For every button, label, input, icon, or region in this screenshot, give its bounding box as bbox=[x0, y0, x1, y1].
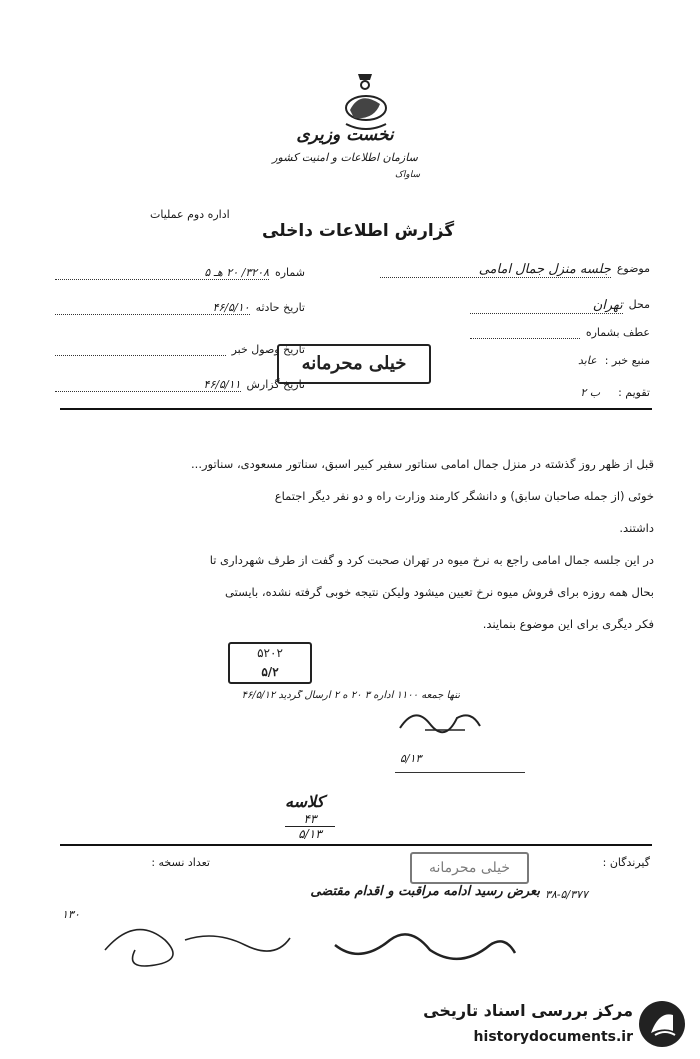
watermark bbox=[405, 995, 695, 1055]
source-value: عابد bbox=[577, 354, 597, 367]
location-value: تهران bbox=[470, 298, 623, 314]
letterhead-line4: ساواک bbox=[394, 170, 420, 180]
receipt-date-row bbox=[55, 343, 305, 356]
fraction bbox=[285, 812, 335, 841]
report-date-label: تاریخ گزارش bbox=[246, 378, 305, 391]
handwritten-routing-note: تنها جمعه ۱۱۰۰ اداره ۳ ۲۰ ه ۲ ارسال گردید ۴۶/۵/۱۲ bbox=[241, 690, 460, 701]
subject-value: جلسه منزل جمال امامی bbox=[380, 262, 611, 278]
body-line-2: خوئی (از جمله صاحبان سابق) و دانشگر کارمند وزارت راه و دو نفر دیگر اجتماع bbox=[274, 489, 654, 503]
classification-box-stamp bbox=[228, 642, 312, 684]
attachment-label: عطف بشماره bbox=[585, 326, 650, 339]
attachment-value bbox=[470, 326, 580, 339]
attachment-row bbox=[470, 326, 650, 339]
receipt-date-label: تاریخ وصول خبر bbox=[231, 343, 305, 356]
signature-date-value: ۵/۱۳ bbox=[400, 752, 422, 765]
location-label: محل bbox=[628, 298, 650, 311]
signature-2-icon bbox=[95, 910, 295, 980]
body-line-4: در این جلسه جمال امامی راجع به نرخ میوه در تهران صحبت کرد و گفت از طرف شهرداری تا bbox=[209, 553, 654, 567]
footer-divider bbox=[60, 844, 652, 846]
number-label: شماره bbox=[274, 266, 305, 279]
watermark-org: مرکز بررسی اسناد تاریخی bbox=[423, 1001, 633, 1020]
header-divider bbox=[60, 408, 652, 410]
signature-3-icon bbox=[330, 915, 520, 975]
classification-note: کلاسه bbox=[285, 792, 325, 811]
page-title: گزارش اطلاعات داخلی bbox=[262, 221, 455, 241]
confidential-stamp-text: خیلی محرمانه bbox=[301, 353, 407, 374]
signature-date bbox=[400, 752, 520, 765]
signature-underline bbox=[395, 772, 525, 773]
report-body bbox=[64, 448, 654, 640]
number-row bbox=[55, 266, 305, 280]
body-line-1: قبل از ظهر روز گذشته در منزل جمال امامی سناتور سفیر کبیر اسبق، سناتور مسعودی، سناتور... bbox=[191, 457, 654, 471]
event-date-label: تاریخ حادثه bbox=[255, 301, 305, 314]
letterhead bbox=[270, 125, 420, 180]
confidential-stamp bbox=[277, 344, 431, 384]
body-line-3: داشتند. bbox=[619, 521, 654, 535]
rating-label: تقویم : bbox=[618, 386, 650, 399]
footer-stamp-text: خیلی محرمانه bbox=[428, 860, 511, 876]
body-line-6: فکر دیگری برای این موضوع بنمایند. bbox=[482, 617, 654, 631]
event-date-value: ۴۶/۵/۱۰ bbox=[55, 301, 250, 315]
recipients-label: گیرندگان : bbox=[602, 856, 650, 869]
footer-handwritten-line: بعرض رسید ادامه مراقبت و اقدام مقتضی bbox=[310, 884, 540, 899]
box-stamp-top: ۵۲۰۲ bbox=[257, 646, 283, 660]
box-stamp-bottom: ۵/۲ bbox=[261, 665, 279, 679]
rating-row bbox=[520, 386, 650, 399]
fraction-bottom: ۵/۱۳ bbox=[298, 827, 322, 841]
watermark-logo-icon bbox=[637, 999, 687, 1049]
left-header: اداره دوم عملیات bbox=[150, 208, 230, 221]
event-date-row bbox=[55, 301, 305, 315]
body-line-5: بحال همه روزه برای فروش میوه نرخ تعیین میشود ولیکن نتیجه خوبی گرفته نشده، بایستی bbox=[225, 585, 654, 599]
location-row bbox=[470, 298, 650, 314]
report-date-value: ۴۶/۵/۱۱ bbox=[55, 378, 241, 392]
source-row bbox=[520, 354, 650, 367]
footer-confidential-stamp bbox=[410, 852, 529, 884]
report-date-row bbox=[55, 378, 305, 392]
subject-row bbox=[380, 262, 650, 278]
subject-label: موضوع bbox=[616, 262, 650, 275]
copies-label: تعداد نسخه : bbox=[151, 856, 210, 869]
footer-right-code: ۳۸-۵/۳۷۷ bbox=[545, 888, 588, 901]
footer-left-code: ۱۳۰ bbox=[62, 908, 80, 921]
rating-value: ب ۲ bbox=[580, 386, 601, 399]
letterhead-line2: نخست وزیری bbox=[296, 125, 394, 145]
letterhead-line3: سازمان اطلاعات و امنیت کشور bbox=[272, 151, 418, 164]
signature-1-icon bbox=[395, 700, 485, 740]
watermark-site: historydocuments.ir bbox=[473, 1029, 633, 1045]
source-label: منبع خبر : bbox=[604, 354, 650, 367]
fraction-top: ۴۳ bbox=[303, 812, 317, 826]
number-value: ۳۲۰۸/ ۲۰ هـ ۵ bbox=[55, 266, 269, 280]
receipt-date-value bbox=[55, 343, 226, 356]
